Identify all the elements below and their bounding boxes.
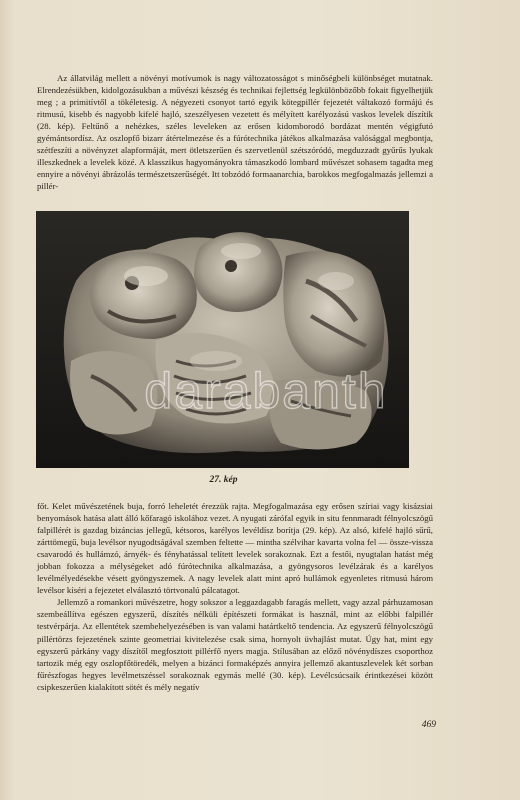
carved-capital-photo xyxy=(36,211,409,468)
paragraph: főt. Kelet művészetének buja, forró leheletét érezzük rajta. Megfogalmazása egy erősen szíriai vagy kisázsiai benyomások hatása alatt álló kőfaragó iskolához vezet. A nyugati zárófal egyik in situ fennmaradt félnyolcszögű falpillérét is gazdag bizáncias jellegű, kétsoros, karélyos levéldísz borítja (29. kép). Az alsó, kifelé hajló sűrű, zárttömegű, buja levélsor nyugodtságával szemben feltette — mintha szélvihar kavarta volna fel — össze-vissza csavarodó és hullámzó, árnyék- és fényhatással telített levelek sorakoznak. Ezt a festői, nyugtalan hatást még jobban fokozza a mélységeket adó fúrótechnika alkalmazása, a gyöngysoros levélzárak és a karélyos levélmélyedésekbe vésett gyöngyszemek. A nagy levelek alatt mint apró hullámok egyenletes ritmusú három levélsor kíséri a fejezetet elválasztó törtvonalú pálcatagot. xyxy=(37,501,433,596)
paragraph: Az állatvilág mellett a növényi motívumok is nagy változatosságot s minőségbeli különbséget mutatnak. Elrendezésükben, kidolgozásukban a művészi készség és technikai fejlettség legkülönbözőbb fokait figyelhetjük meg ; a primitívtől a tökéletesig. A négyezeti csonyot tartó egyik kötegpillér fejezetét váltakozó formájú és ritmusú, kisebb és nagyobb kifelé hajló, szeszélyesen vezetett és mélyített karélyozású vaskos levelek díszítik (28. kép). Feltűnő a nehézkes, széles leveleken az erősen kidomborodó bordázat mentén végigfutó gyémántsordísz. Az oszlopfő bizarr átértelmezése és a fúrótechnika játékos alkalmazása valósággal megbontja, szétfeszíti a növényzet alapformáját, mert ötletszerűen és szervetlenül szétszóródó, megduzzadt gyűrűs lyukak illeszkednek a levelek közé. A klasszikus hagyományokra támaszkodó lombard művészet sohasem tagadta meg ennyire a növényi ábrázolás természetszerűségét. Itt tobzódó formaanarchia, barokkos megfogalmazás jellemzi a pillér- xyxy=(37,73,433,192)
text-block-bottom xyxy=(37,500,433,693)
figure-caption: 27. kép xyxy=(209,475,238,485)
page-number: 469 xyxy=(421,720,436,730)
text-block-top xyxy=(37,72,433,192)
paragraph: Jellemző a romankori művészetre, hogy sokszor a leggazdagabb faragás mellett, vagy azzal párhuzamosan szembeállítva egészen egyszerű, díszítés nélküli építészeti formákat is használ, mint az előbbi falpillér testvérpárja. Az ellentétek szembehelyezésében is van valami határtkeltő tendencia. Az egyszerű félnyolcszögű pillértörzs fejezetének szinte geometriai kivitelezése csak sima, hornyolt üvhajlást mutat. Úgy hat, mint egy egyszerű párkány vagy díszítől megfosztott pillérfő nyers magja. Stílusában az előző növénydíszes csoporthoz tartozik még egy oszlopfőtöredék, melyen a bizánci formaképzés annyira jellemző akantuszlevelek két sorban fűrészfogas hegyes levélmetszéssel sorakoznak egymás mellé (30. kép). Levélcsúcsaik érintkezései között csipkeszerűen kialakított sötét és mély negatív xyxy=(37,597,433,692)
svg-text:darabanth: darabanth xyxy=(144,363,388,419)
photograph-27 xyxy=(36,211,409,468)
